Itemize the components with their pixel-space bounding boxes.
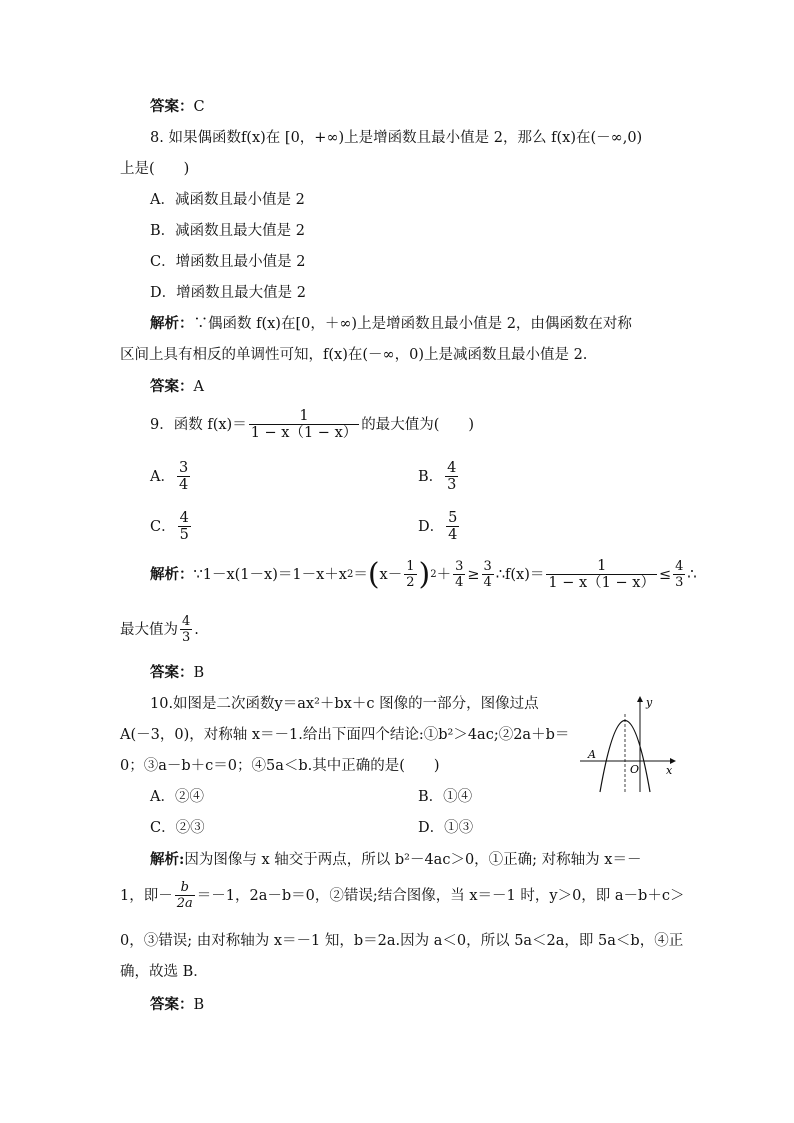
parabola-figure (578, 694, 678, 794)
q8-option-d: D．增函数且最大值是 2 (150, 285, 306, 301)
q10-option-d: D．①③ (418, 820, 474, 836)
sol-fraction (453, 559, 465, 590)
fraction-numerator: 3 (483, 559, 492, 574)
q10-solution-line3: 0，③错误; 由对称轴为 x＝－1 知，b＝2a.因为 a＜0，所以 5a＜2a，即 5a＜b，④正 (120, 933, 684, 949)
q9-solution-line1 (150, 558, 697, 591)
fraction-denominator: 2 (406, 575, 415, 590)
q9-option-c (150, 510, 193, 543)
sol-part: . (194, 621, 199, 638)
answer-label: 答案： (150, 378, 194, 395)
q10-solution-line1 (150, 850, 641, 870)
q8-stem-line2: 上是( ) (120, 161, 190, 177)
sol-part: ≥ (467, 566, 480, 583)
option-letter: D． (418, 518, 445, 535)
option-fraction (446, 510, 459, 543)
sol-part: ＋ (436, 566, 452, 583)
sol-part: ∵1－x(1－x)＝1－x＋x (193, 566, 347, 583)
fraction-numerator: 3 (455, 559, 464, 574)
sol-part: ∴f(x)＝ (495, 566, 545, 583)
point-a-label: A (588, 748, 596, 761)
fraction-denominator: 4 (483, 575, 492, 590)
fraction-numerator: 1 (597, 558, 607, 574)
sol-fraction (175, 880, 195, 911)
fraction-denominator: 1 − x（1 − x） (250, 425, 358, 441)
sol-part: 最大值为 (120, 621, 178, 638)
q8-answer (150, 377, 204, 397)
sol-fraction (673, 559, 685, 590)
fraction-numerator: 5 (448, 510, 458, 526)
q10-stem-line1: 10.如图是二次函数y＝ax²＋bx＋c 图像的一部分，图像过点 (150, 696, 539, 712)
solution-text: 因为图像与 x 轴交于两点，所以 b²－4ac＞0，①正确; 对称轴为 x＝－ (184, 852, 642, 868)
option-letter: A． (150, 468, 175, 485)
answer-label: 答案： (150, 996, 194, 1013)
q10-answer (150, 995, 204, 1015)
sol-part: ＝－1，2a－b＝0，②错误;结合图像，当 x＝－1 时，y＞0，即 a－b＋c＞ (196, 887, 685, 904)
q9-stem-suffix: 的最大值为( ) (361, 416, 475, 433)
fraction-denominator: 5 (179, 527, 189, 543)
option-fraction (178, 510, 191, 543)
fraction-denominator: 4 (178, 477, 189, 493)
sol-part: x－ (379, 566, 403, 583)
answer-value: C (193, 99, 205, 115)
option-fraction (177, 460, 190, 493)
solution-label: 解析： (150, 315, 194, 332)
fraction-numerator: 4 (179, 510, 189, 526)
fraction-numerator: 4 (447, 460, 457, 476)
origin-label: O (630, 763, 640, 776)
fraction-denominator: 3 (447, 477, 457, 493)
solution-label: 解析： (150, 565, 194, 583)
sol-part: 1，即－ (120, 887, 173, 904)
sol-fraction (546, 558, 657, 591)
q10-solution-line4: 确，故选 B． (120, 964, 208, 980)
q10-option-c: C．②③ (150, 820, 205, 836)
q9-stem (150, 408, 474, 441)
fraction-denominator: 4 (448, 527, 458, 543)
sol-fraction (482, 559, 494, 590)
q8-option-c: C．增函数且最小值是 2 (150, 254, 306, 270)
q9-stem-fraction (249, 408, 360, 441)
q8-solution-line2: 区间上具有相反的单调性可知，f(x)在(－∞，0)上是减函数且最小值是 2. (120, 347, 588, 363)
sol-fraction-half (404, 559, 416, 590)
option-fraction (445, 460, 458, 493)
open-paren: ( (367, 556, 380, 592)
answer-value: B (193, 997, 205, 1013)
fraction-numerator: b (180, 880, 189, 895)
fraction-denominator: 1 − x（1 − x） (548, 575, 655, 591)
fraction-numerator: 3 (178, 460, 189, 476)
answer-value: A (193, 379, 204, 395)
answer-label: 答案： (150, 664, 194, 681)
q10-stem-line2: A(－3，0)，对称轴 x＝－1.给出下面四个结论:①b²＞4ac;②2a＋b＝ (120, 727, 570, 743)
fraction-denominator: 3 (182, 630, 191, 645)
fraction-numerator: 4 (675, 559, 684, 574)
solution-label: 解析: (150, 851, 185, 868)
option-letter: B． (418, 468, 444, 485)
q8-solution-line1 (150, 314, 632, 334)
q8-stem-line1: 8. 如果偶函数f(x)在 [0，+∞)上是增函数且最小值是 2，那么 f(x)在(－∞,0) (150, 130, 643, 146)
q9-solution-line2 (120, 614, 199, 645)
y-label: y (646, 696, 653, 709)
option-letter: C． (150, 518, 176, 535)
close-paren: ) (418, 556, 431, 592)
sol-part: ＝ (353, 566, 368, 583)
q9-option-a (150, 460, 192, 493)
sol-part: ≤ (658, 566, 672, 583)
answer-7 (150, 97, 205, 117)
q8-option-b: B．减函数且最大值是 2 (150, 223, 305, 239)
q10-option-a: A．②④ (150, 789, 204, 805)
q10-solution-line2 (120, 880, 684, 911)
q9-option-d (418, 510, 461, 543)
sol-superscript: 2 (430, 568, 437, 580)
fraction-numerator: 1 (406, 559, 415, 574)
sol-fraction (180, 614, 192, 645)
sol-superscript: 2 (346, 568, 354, 580)
fraction-denominator: 3 (675, 575, 684, 590)
q8-option-a: A．减函数且最小值是 2 (150, 192, 305, 208)
answer-value: B (193, 665, 205, 681)
fraction-numerator: 4 (182, 614, 191, 629)
q10-option-b: B．①④ (418, 789, 473, 805)
q9-option-b (418, 460, 460, 493)
x-label: x (666, 764, 673, 777)
fraction-denominator: 4 (455, 575, 464, 590)
fraction-denominator: 2a (176, 896, 193, 911)
q10-stem-line3: 0；③a－b＋c＝0；④5a＜b.其中正确的是( ) (120, 758, 440, 774)
sol-part: ∴ (687, 566, 697, 583)
fraction-numerator: 1 (299, 408, 309, 424)
y-axis-arrow (637, 696, 643, 702)
q9-stem-prefix: 9．函数 f(x)＝ (150, 416, 247, 433)
solution-text: ∵偶函数 f(x)在[0，＋∞)上是增函数且最小值是 2，由偶函数在对称 (193, 316, 632, 332)
q9-answer (150, 663, 204, 683)
answer-label: 答案： (150, 98, 194, 115)
